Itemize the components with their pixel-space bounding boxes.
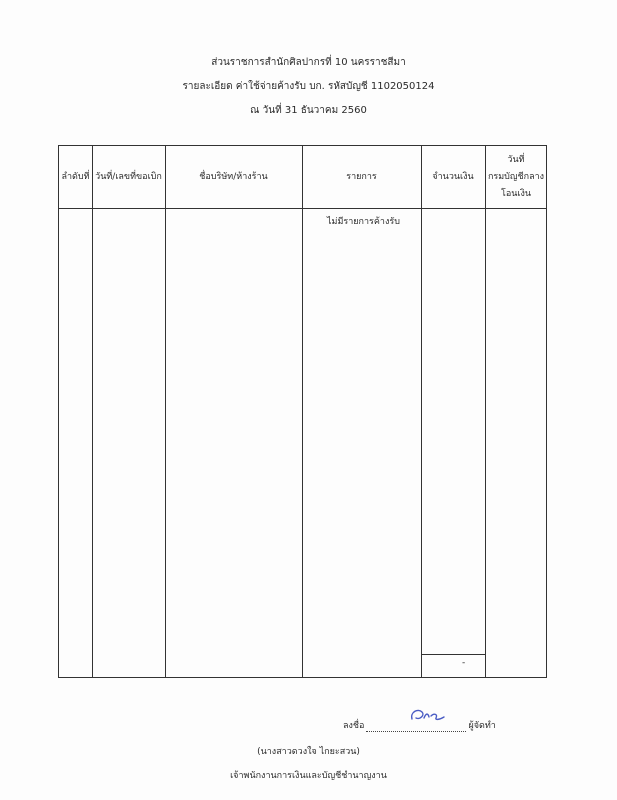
col-header-transfer-date: วันที่ กรมบัญชีกลาง โอนเงิน bbox=[487, 154, 545, 199]
total-divider bbox=[421, 654, 485, 655]
doc-title-detail: รายละเอียด ค่าใช้จ่ายค้างรับ บก. รหัสบัญชี 1102050124 bbox=[182, 81, 435, 92]
role-suffix: ผู้จัดทำ bbox=[468, 721, 496, 731]
signer-name: (นางสาวดวงใจ ไกยะสวน) bbox=[257, 747, 360, 757]
col-divider bbox=[485, 146, 486, 677]
col-divider bbox=[302, 146, 303, 677]
sign-label: ลงชื่อ bbox=[343, 721, 365, 731]
handwritten-signature bbox=[408, 704, 448, 726]
col-header-amount: จำนวนเงิน bbox=[432, 171, 474, 182]
col-header-item: รายการ bbox=[346, 171, 377, 182]
table-row-item: ไม่มีรายการค้างรับ bbox=[327, 217, 400, 227]
col-divider bbox=[421, 146, 422, 677]
col-divider bbox=[92, 146, 93, 677]
col-header-seq: ลำดับที่ bbox=[61, 171, 90, 182]
doc-title-agency: ส่วนราชการสำนักศิลปากรที่ 10 นครราชสีมา bbox=[211, 57, 406, 68]
signer-position: เจ้าพนักงานการเงินและบัญชีชำนาญงาน bbox=[230, 771, 387, 781]
col-header-company: ชื่อบริษัท/ห้างร้าน bbox=[199, 171, 268, 182]
accrued-revenue-table bbox=[58, 145, 547, 678]
doc-title-date: ณ วันที่ 31 ธันวาคม 2560 bbox=[250, 105, 367, 116]
col-header-date-request-no: วันที่/เลขที่ขอเบิก bbox=[95, 171, 162, 182]
col-divider bbox=[165, 146, 166, 677]
total-amount: - bbox=[462, 658, 466, 668]
header-divider bbox=[59, 208, 546, 209]
